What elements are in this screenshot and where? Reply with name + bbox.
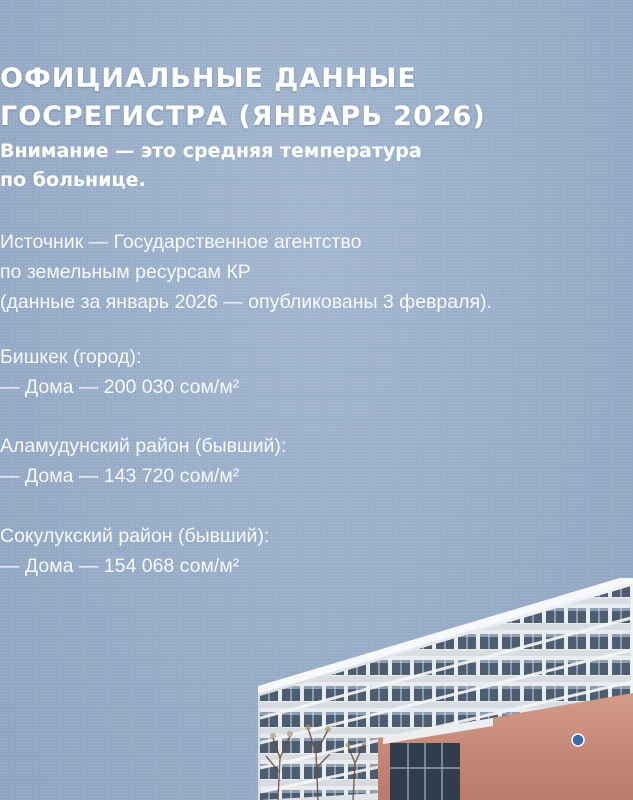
source-line-1: Источник — Государственное агентство xyxy=(0,231,362,253)
warning-line-1: Внимание — это средняя температура xyxy=(0,140,422,162)
region-alamudun xyxy=(0,431,633,491)
source-line-2: по земельным ресурсам КР xyxy=(0,261,251,283)
region-name: Сокулукский район (бывший): xyxy=(0,525,270,547)
warning-note xyxy=(0,137,633,195)
region-name: Бишкек (город): xyxy=(0,346,142,368)
region-price: — Дома — 143 720 сом/м² xyxy=(0,465,240,487)
region-bishkek xyxy=(0,342,633,402)
warning-line-2: по больнице. xyxy=(0,169,146,191)
source-note xyxy=(0,227,633,317)
region-price: — Дома — 154 068 сом/м² xyxy=(0,555,240,577)
region-name: Аламудунский район (бывший): xyxy=(0,435,287,457)
title-line-2: ГОСРЕГИСТРА (ЯНВАРЬ 2026) xyxy=(0,101,486,132)
title-line-1: ОФИЦИАЛЬНЫЕ ДАННЫЕ xyxy=(0,63,417,94)
region-sokuluk xyxy=(0,521,633,581)
source-line-3: (данные за январь 2026 — опубликованы 3 февраля). xyxy=(0,291,492,313)
office-building-photo xyxy=(258,578,633,800)
region-price: — Дома — 200 030 сом/м² xyxy=(0,376,240,398)
page-title xyxy=(0,60,633,136)
